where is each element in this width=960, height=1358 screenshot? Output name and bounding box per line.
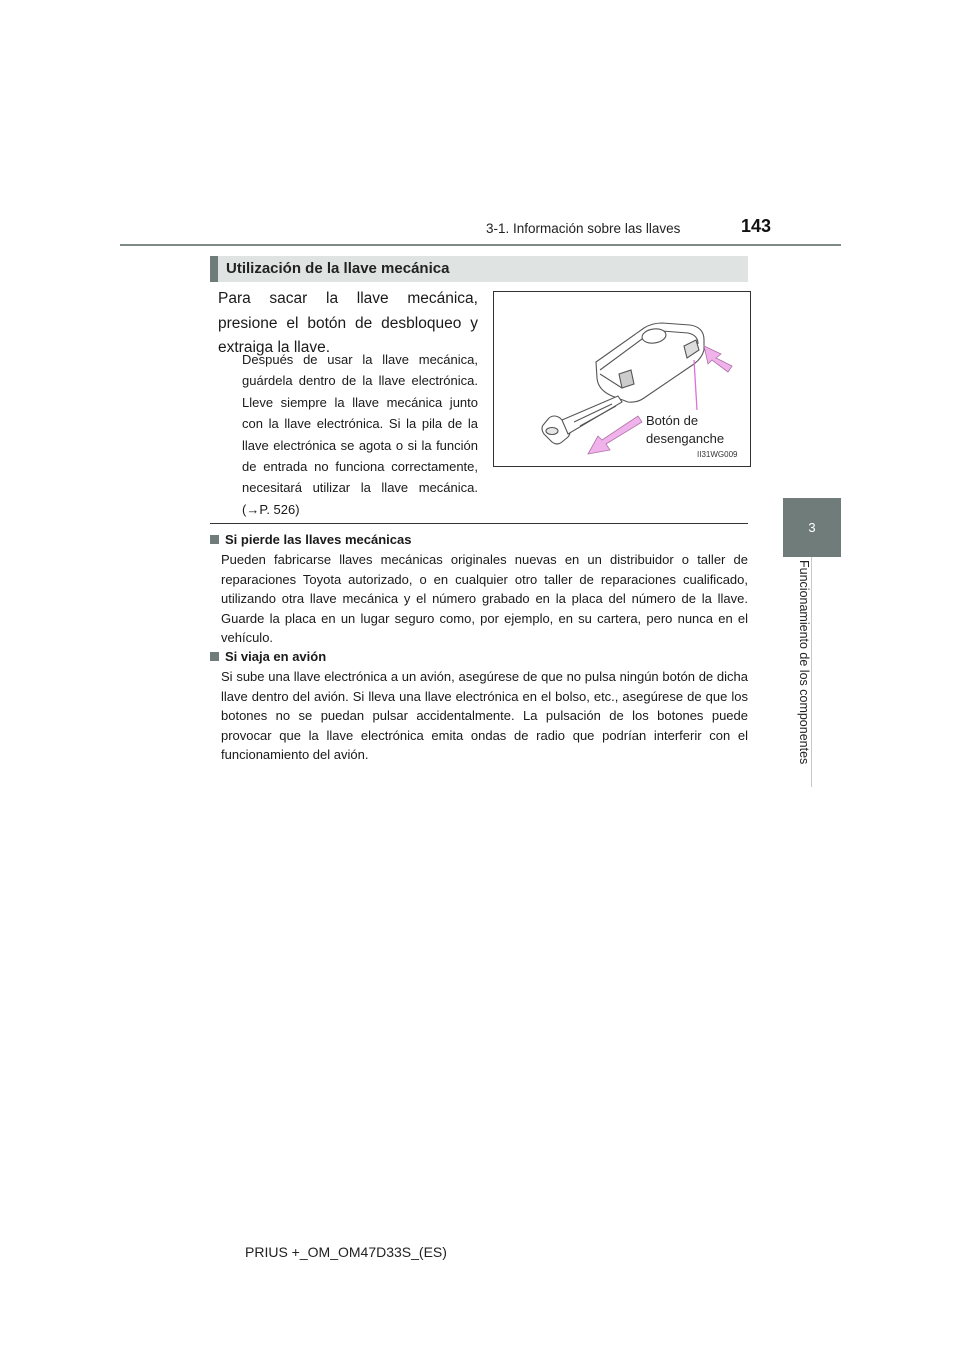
instruction-text: Para sacar la llave mecánica, presione el botón de desbloqueo y extraiga la llave. [218, 290, 478, 356]
bullet-square-icon [210, 535, 219, 544]
section-title: Utilización de la llave mecánica [226, 260, 450, 277]
bullet-square-icon [210, 652, 219, 661]
header-rule [120, 244, 841, 246]
section-title-marker [210, 256, 218, 282]
section-divider [210, 523, 748, 524]
note-lost-keys [210, 532, 748, 648]
note-body: Si sube una llave electrónica a un avión, asegúrese de que no pulsa ningún botón de dicha llave dentro del avión. Si lleva una llave electrónica en el bolso, etc., asegúrese de que los botones no se puedan pulsar accidentalmente. La pulsación de los botones puede provocar que la llave electrónica emita ondas de radio que podrían interferir con el funcionamiento del avión. [221, 669, 748, 763]
chapter-title-vertical [744, 560, 879, 765]
chapter-title: Funcionamiento de los componentes [797, 560, 811, 765]
header-section-title: 3-1. Información sobre las llaves [486, 221, 681, 236]
press-direction-arrow [704, 346, 732, 372]
electronic-key-icon [596, 323, 704, 402]
note-body: Pueden fabricarse llaves mecánicas originales nuevas en un distribuidor o taller de reparaciones Toyota autorizado, o en cualquier otro taller de reparaciones cualificado, utilizando otra llave mecánica y el número grabado en la placa del número de la llave. Guarde la placa en un lugar seguro como, por ejemplo, en su cartera, pero nunca en el vehículo. [221, 552, 748, 646]
figure-code: II31WG009 [697, 450, 738, 459]
note-title: Si viaja en avión [225, 649, 327, 664]
note-airplane [210, 649, 748, 765]
instruction-note: Después de usar la llave mecánica, guárdela dentro de la llave electrónica. Lleve siempre la llave mecánica junto con la llave electrónica. Si la pila de la llave electrónica se agota o si la función de entrada no funciona correctamente, necesitará utilizar la llave mecánica. (→P. 526) [242, 352, 478, 517]
note-title: Si pierde las llaves mecánicas [225, 532, 412, 547]
page-number: 143 [741, 216, 772, 236]
chapter-number: 3 [808, 520, 816, 535]
pull-direction-arrow [588, 416, 642, 454]
release-button-pointer [694, 360, 697, 410]
release-button-label: Botón de desenganche [646, 413, 725, 446]
document-code: PRIUS +_OM_OM47D33S_(ES) [245, 1244, 447, 1260]
